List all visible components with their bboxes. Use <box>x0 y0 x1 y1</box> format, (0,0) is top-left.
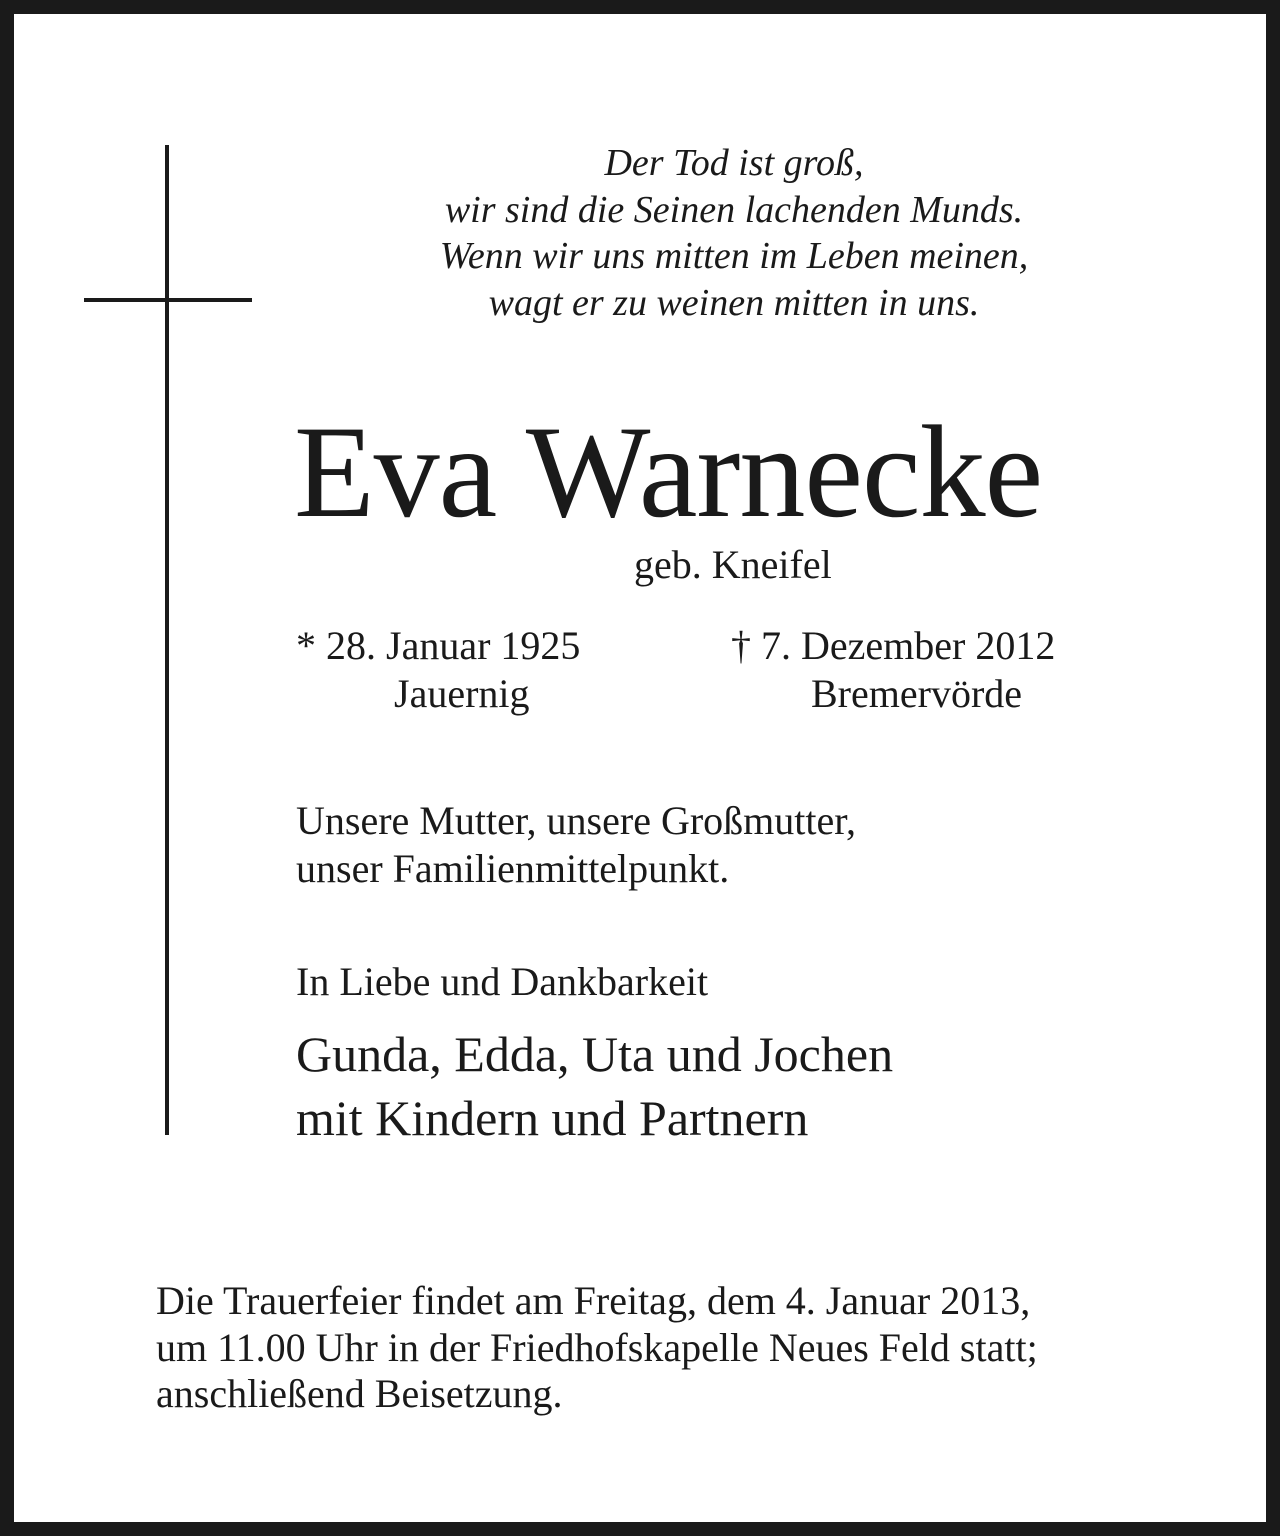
dedication-text <box>296 797 856 893</box>
service-line: anschließend Beisetzung. <box>156 1371 563 1416</box>
mourners-line: mit Kindern und Partnern <box>296 1090 809 1146</box>
poem-line: Wenn wir uns mitten im Leben meinen, <box>439 235 1029 277</box>
birth-info <box>296 622 580 718</box>
maiden-name: geb. Kneifel <box>634 542 832 587</box>
cross-icon-horizontal-beam <box>84 298 252 302</box>
dedication-line: unser Familienmittelpunkt. <box>296 846 730 891</box>
funeral-service-info <box>156 1278 1038 1418</box>
memorial-poem <box>314 140 1154 326</box>
poem-line: wir sind die Seinen lachenden Munds. <box>444 188 1024 231</box>
cross-icon-vertical-beam <box>165 145 169 1135</box>
service-line: um 11.00 Uhr in der Friedhofskapelle Neues Feld statt; <box>156 1324 1038 1370</box>
death-date: † 7. Dezember 2012 <box>731 623 1056 668</box>
deceased-name: Eva Warnecke <box>294 398 1043 545</box>
death-place: Bremervörde <box>811 671 1023 716</box>
mourners-line: Gunda, Edda, Uta und Jochen <box>296 1026 894 1082</box>
mourners <box>296 1022 893 1150</box>
birth-date: * 28. Januar 1925 <box>296 623 581 668</box>
poem-line: Der Tod ist groß, <box>604 142 864 184</box>
thanks-line: In Liebe und Dankbarkeit <box>296 959 709 1004</box>
service-line: Die Trauerfeier findet am Freitag, dem 4. Januar 2013, <box>156 1278 1031 1323</box>
birth-place: Jauernig <box>394 671 530 716</box>
dedication-line: Unsere Mutter, unsere Großmutter, <box>296 798 856 843</box>
death-info <box>731 622 1055 718</box>
poem-line: wagt er zu weinen mitten in uns. <box>488 281 980 324</box>
